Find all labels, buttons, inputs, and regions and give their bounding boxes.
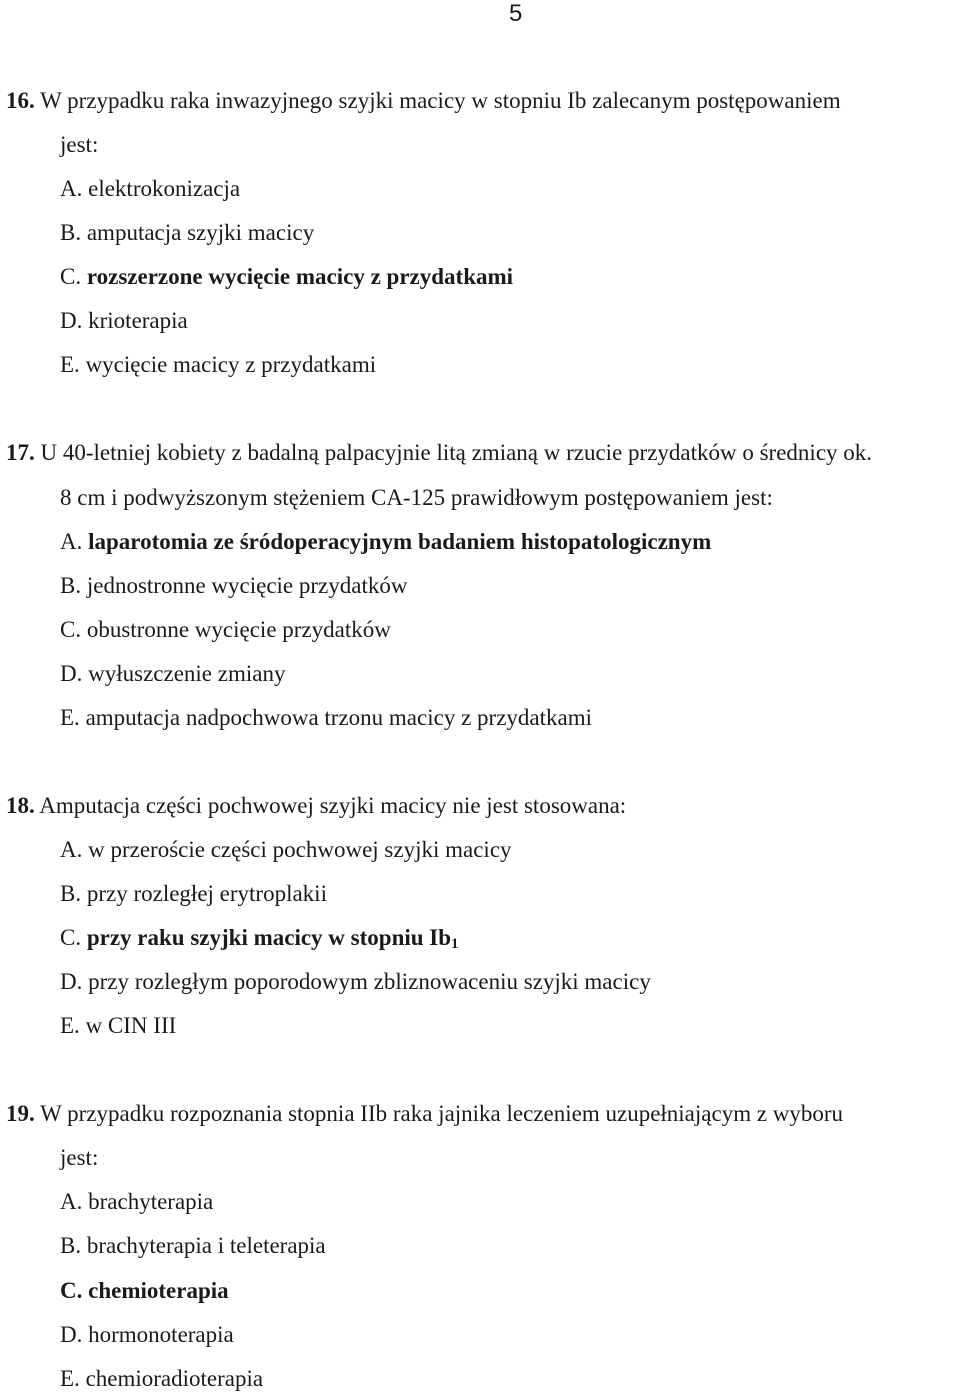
option-label: B. <box>60 220 82 245</box>
option-label: B. <box>60 573 82 598</box>
question-stem <box>6 792 626 820</box>
option-text: obustronne wycięcie przydatków <box>86 617 391 642</box>
answer-option <box>60 175 240 203</box>
option-label: B. <box>60 1233 82 1258</box>
answer-option <box>60 307 188 335</box>
option-label: E. <box>60 1013 80 1038</box>
option-text: jednostronne wycięcie przydatków <box>86 573 408 598</box>
page-number: 5 <box>509 0 523 27</box>
option-label: A. <box>60 529 83 554</box>
option-text: wyłuszczenie zmiany <box>88 661 286 686</box>
question-stem <box>6 87 841 115</box>
question-number: 19. <box>6 1101 35 1126</box>
option-text: chemioradioterapia <box>85 1366 264 1391</box>
option-text: brachyterapia <box>88 1189 214 1214</box>
option-label: E. <box>60 1366 80 1391</box>
answer-option <box>60 1365 263 1393</box>
option-label: C. <box>60 1278 83 1303</box>
question-text: W przypadku raka inwazyjnego szyjki macicy w stopniu Ib zalecanym postępowaniem <box>40 88 841 113</box>
option-label: A. <box>60 1189 83 1214</box>
answer-option <box>60 968 651 996</box>
option-label: D. <box>60 1322 83 1347</box>
option-text: hormonoterapia <box>88 1322 234 1347</box>
answer-option <box>60 351 376 379</box>
question-number: 17. <box>6 440 35 465</box>
question-text: W przypadku rozpoznania stopnia IIb raka jajnika leczeniem uzupełniającym z wyboru <box>40 1101 844 1126</box>
option-text: wycięcie macicy z przydatkami <box>85 352 377 377</box>
option-text: krioterapia <box>88 308 188 333</box>
answer-option <box>60 219 314 247</box>
answer-option <box>60 1232 326 1260</box>
option-text: amputacja nadpochwowa trzonu macicy z przydatkami <box>85 705 592 730</box>
option-label: E. <box>60 705 80 730</box>
question-number: 18. <box>6 793 35 818</box>
option-text <box>87 925 459 950</box>
answer-option <box>60 660 285 688</box>
option-text: amputacja szyjki macicy <box>86 220 315 245</box>
answer-option-correct <box>60 924 459 952</box>
answer-option <box>60 616 391 644</box>
option-text: laparotomia ze śródoperacyjnym badaniem histopatologicznym <box>88 529 712 554</box>
option-text: elektrokonizacja <box>88 176 241 201</box>
option-text: brachyterapia i teleterapia <box>86 1233 326 1258</box>
option-label: D. <box>60 308 83 333</box>
answer-option <box>60 1012 176 1040</box>
question-number: 16. <box>6 88 35 113</box>
option-text: przy rozległej erytroplakii <box>86 881 327 906</box>
answer-option <box>60 1188 213 1216</box>
option-label: E. <box>60 352 80 377</box>
option-label: B. <box>60 881 82 906</box>
option-text: w CIN III <box>85 1013 177 1038</box>
option-subscript: 1 <box>451 936 459 952</box>
question-stem <box>6 439 872 467</box>
option-label: C. <box>60 264 82 289</box>
option-label: D. <box>60 661 83 686</box>
answer-option <box>60 1321 234 1349</box>
option-label: A. <box>60 176 83 201</box>
option-text: chemioterapia <box>88 1278 229 1303</box>
option-label: C. <box>60 617 82 642</box>
option-text: przy rozległym poporodowym zbliznowaceniu szyjki macicy <box>88 969 651 994</box>
option-text-main: przy raku szyjki macicy w stopniu Ib <box>86 925 452 950</box>
answer-option-correct <box>60 263 513 291</box>
answer-option <box>60 836 512 864</box>
option-label: C. <box>60 925 82 950</box>
option-label: A. <box>60 837 83 862</box>
option-text: rozszerzone wycięcie macicy z przydatkami <box>86 264 514 289</box>
question-text-continued: 8 cm i podwyższonym stężeniem CA-125 prawidłowym postępowaniem jest: <box>60 485 773 510</box>
question-text: U 40-letniej kobiety z badalną palpacyjnie litą zmianą w rzucie przydatków o średnicy ok. <box>40 440 873 465</box>
answer-option <box>60 704 592 732</box>
question-stem <box>6 1100 843 1128</box>
answer-option-correct <box>60 1277 229 1305</box>
question-text: Amputacja części pochwowej szyjki macicy nie jest stosowana: <box>39 793 627 818</box>
answer-option <box>60 880 327 908</box>
answer-option <box>60 572 407 600</box>
question-text-continued: jest: <box>60 1145 99 1170</box>
answer-option-correct <box>60 528 711 556</box>
option-label: D. <box>60 969 83 994</box>
question-text-continued: jest: <box>60 132 99 157</box>
option-text: w przeroście części pochwowej szyjki macicy <box>88 837 512 862</box>
